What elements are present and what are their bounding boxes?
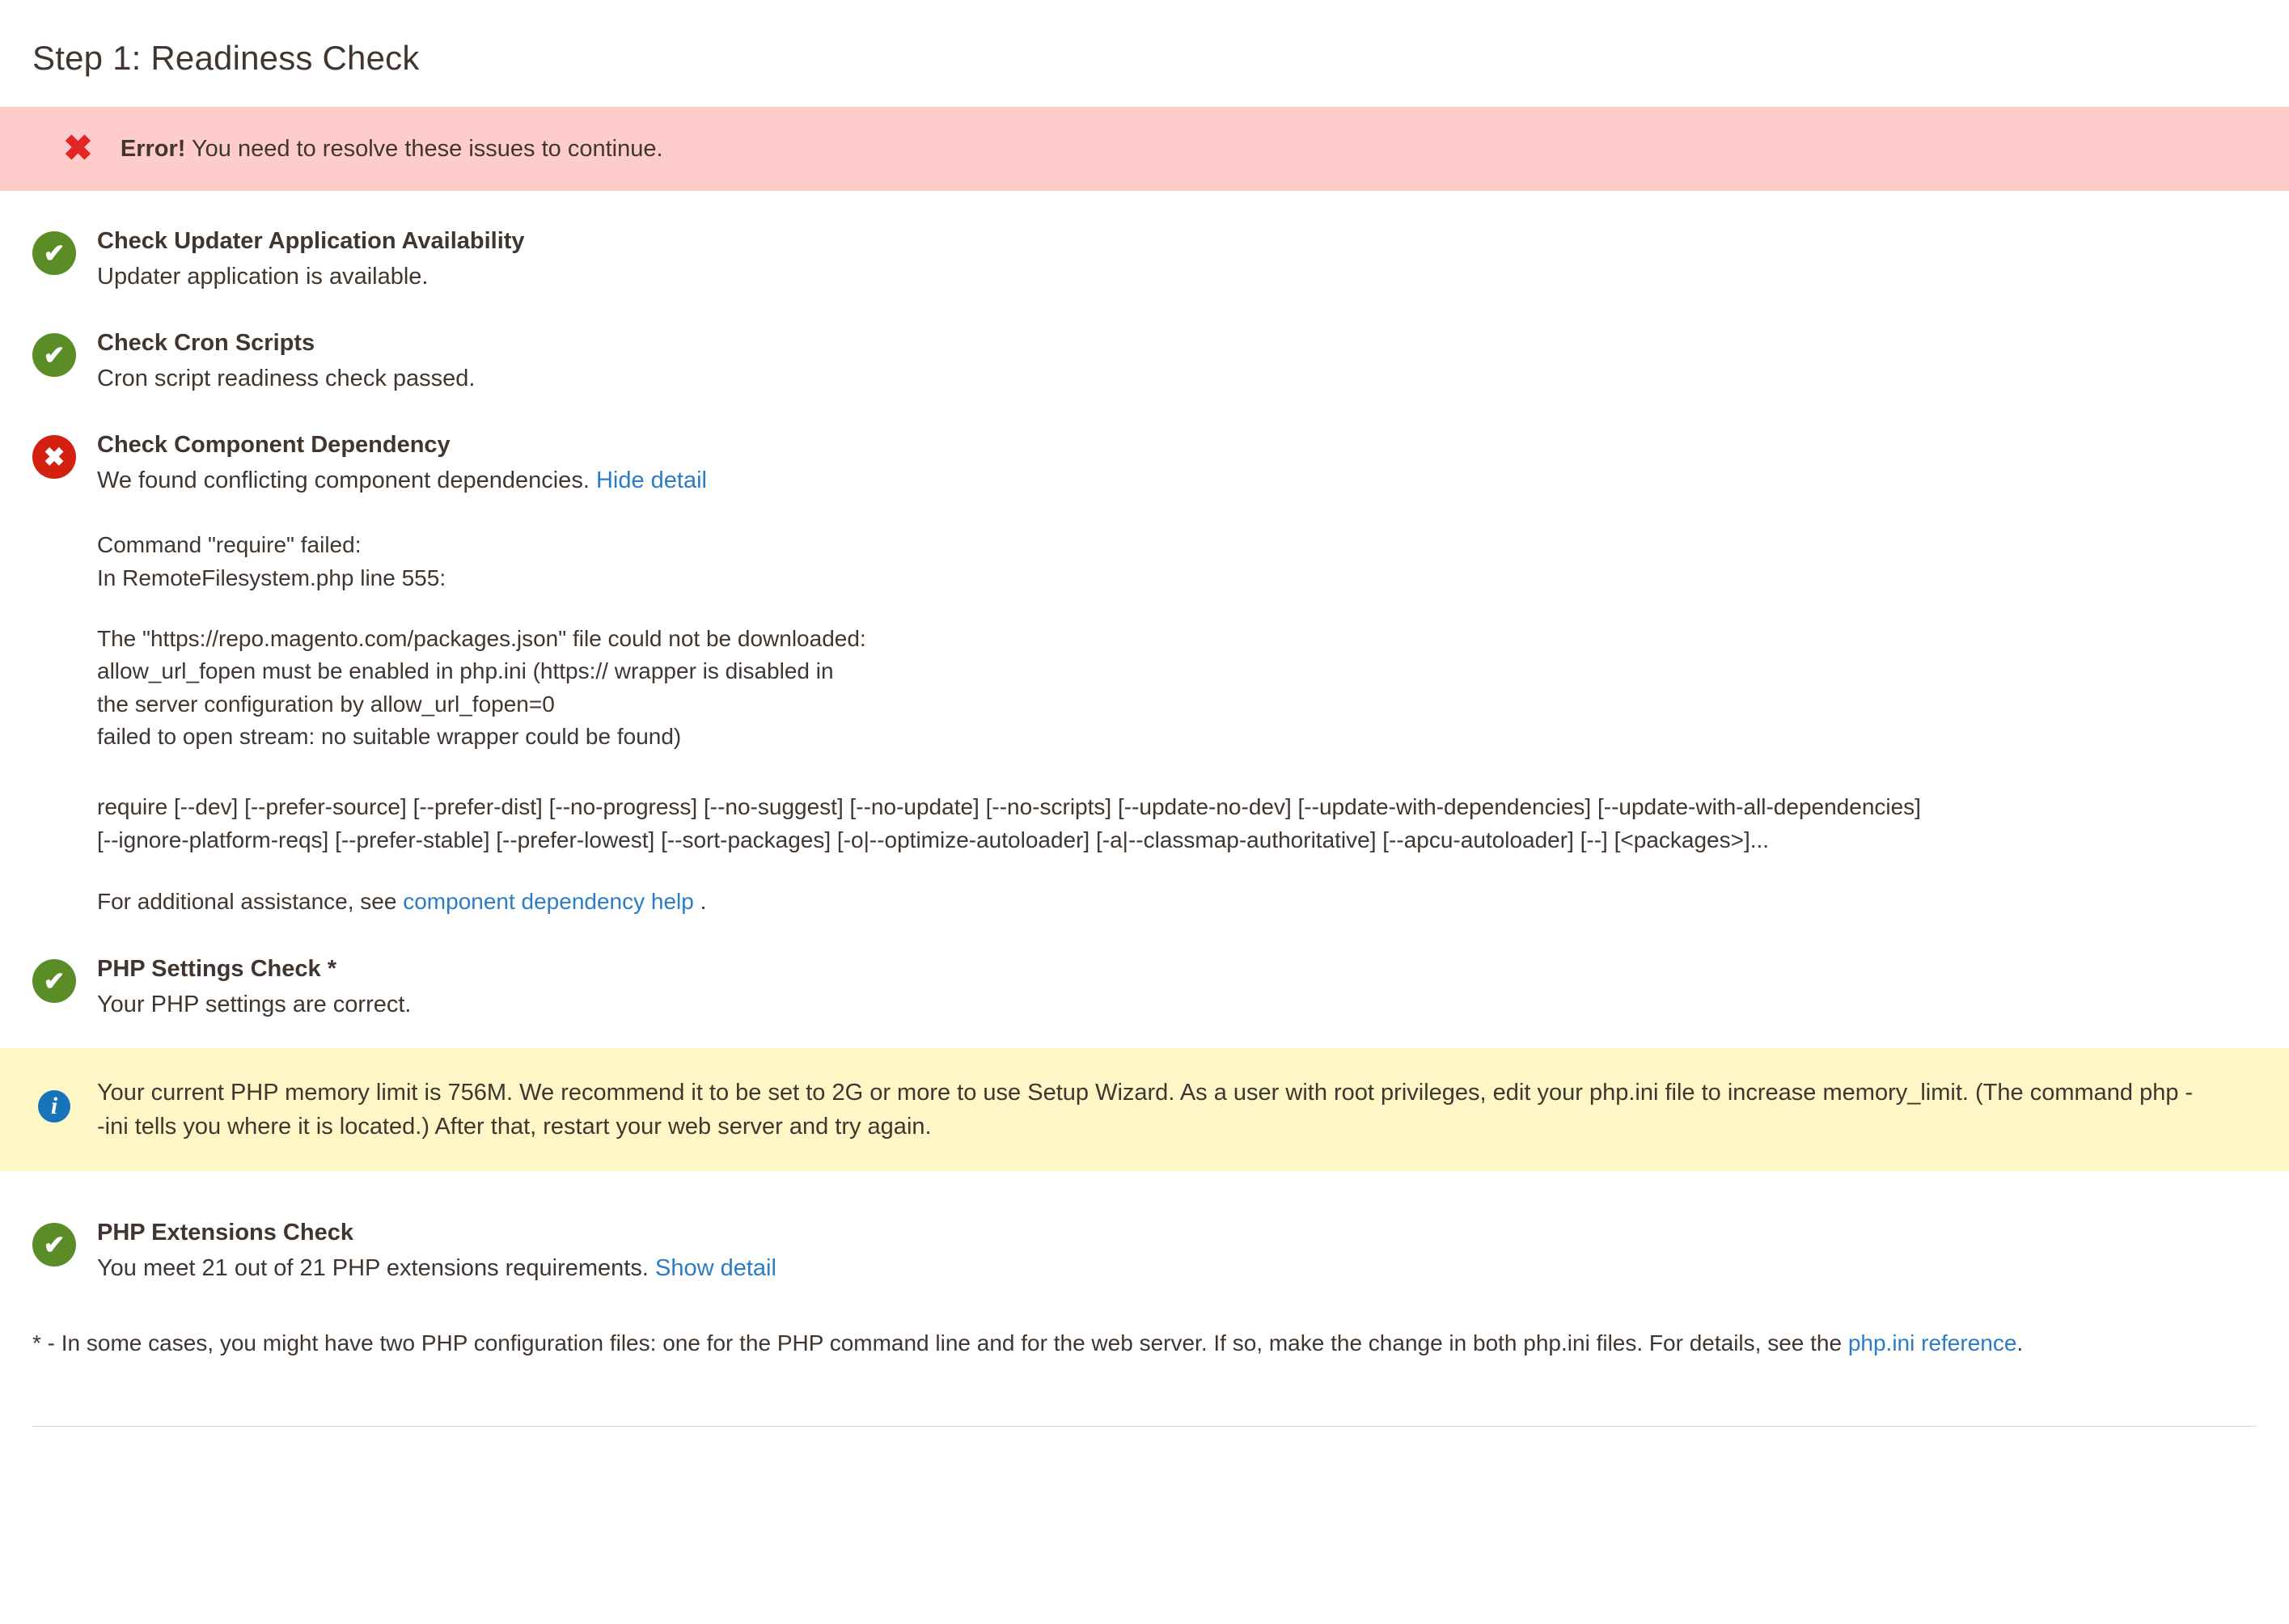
check-title: PHP Extensions Check (97, 1220, 353, 1245)
php-memory-notice-banner (0, 1048, 2289, 1171)
error-banner (0, 107, 2289, 191)
check-body (97, 956, 2257, 1021)
detail-assistance (97, 886, 1925, 919)
check-item-php-extensions (32, 1220, 2257, 1284)
check-title: Check Component Dependency (97, 432, 451, 459)
footnote-text: * - In some cases, you might have two PHP configuration files: one for the PHP command line and for the web server. If so, make the change in both php.ini files. For details, see the (32, 1330, 1848, 1356)
page-title: Step 1: Readiness Check (32, 39, 420, 77)
error-banner-text (121, 136, 663, 163)
detail-line-1: Command "require" failed: (97, 532, 362, 558)
footnote-suffix: . (2016, 1330, 2024, 1356)
detail-para2-line2: allow_url_fopen must be enabled in php.ini (https:// wrapper is disabled in (97, 658, 834, 684)
info-icon: i (38, 1090, 70, 1123)
check-list (0, 228, 2289, 1021)
check-description: Cron script readiness check passed. (97, 366, 476, 392)
footnote (0, 1330, 2289, 1389)
notice-text: Your current PHP memory limit is 756M. We recommend it to be set to 2G or more to use Setup Wizard. As a user with root privileges, edit your php.ini file to increase memory_limit. (The command php --ini tells you where it is located.) After that, restart your web server and try again. (97, 1079, 2194, 1140)
error-banner-message: You need to resolve these issues to continue. (185, 135, 663, 162)
php-ini-reference-link[interactable]: php.ini reference (1847, 1330, 2017, 1356)
check-item-updater-availability (32, 228, 2257, 293)
divider (32, 1426, 2257, 1427)
detail-usage: require [--dev] [--prefer-source] [--prefer-dist] [--no-progress] [--no-suggest] [--no-update] [--no-scripts] [--update-no-dev] [--update-with-dependencies] [--update-with-all-dependencies] [--ignore-platform-reqs] [--prefer-stable] [--prefer-lowest] [--sort-packages] [-o|--optimize-autoloader] [-a|--classmap-authoritative] [--apcu-autoloader] [--] [<packages>]... (97, 793, 1921, 852)
detail-download-error (97, 623, 1925, 754)
error-banner-strong: Error! (120, 135, 186, 162)
error-cross-icon: ✖ (32, 435, 76, 479)
x-mark-icon: ✖ (63, 129, 93, 168)
check-description (97, 465, 2257, 497)
check-item-php-settings (32, 956, 2257, 1021)
check-description: Updater application is available. (97, 264, 429, 290)
detail-para2-line4: failed to open stream: no suitable wrapper could be found) (97, 724, 682, 750)
success-check-icon: ✔ (32, 333, 76, 377)
detail-line-2: In RemoteFilesystem.php line 555: (97, 565, 446, 591)
check-title: PHP Settings Check * (97, 955, 337, 982)
success-check-icon: ✔ (32, 231, 76, 275)
check-description-text: You meet 21 out of 21 PHP extensions requirements. (97, 1255, 649, 1281)
check-body (97, 1220, 2257, 1284)
assist-suffix: . (693, 889, 707, 915)
success-check-icon: ✔ (32, 959, 76, 1003)
show-detail-link[interactable]: Show detail (655, 1255, 776, 1281)
check-title: Check Cron Scripts (97, 330, 315, 357)
detail-para2-line1: The "https://repo.magento.com/packages.json" file could not be downloaded: (97, 625, 866, 651)
success-check-icon: ✔ (32, 1223, 76, 1267)
detail-para2-line3: the server configuration by allow_url_fopen=0 (97, 691, 555, 717)
check-body (97, 330, 2257, 395)
check-description: Your PHP settings are correct. (97, 991, 412, 1017)
check-item-cron-scripts (32, 330, 2257, 395)
check-body (97, 432, 2257, 918)
extensions-check-list (0, 1220, 2289, 1284)
dependency-detail (97, 529, 1925, 918)
info-icon-wrap (32, 1076, 76, 1123)
check-body (97, 228, 2257, 293)
check-title: Check Updater Application Availability (97, 228, 525, 254)
check-description-text: We found conflicting component dependencies. (97, 467, 590, 494)
assist-prefix: For additional assistance, see (97, 889, 404, 915)
hide-detail-link[interactable]: Hide detail (595, 467, 707, 494)
check-item-component-dependency (32, 432, 2257, 918)
check-description (97, 1253, 2257, 1284)
component-dependency-help-link[interactable]: component dependency help (403, 889, 694, 915)
detail-command-failed (97, 529, 1925, 594)
